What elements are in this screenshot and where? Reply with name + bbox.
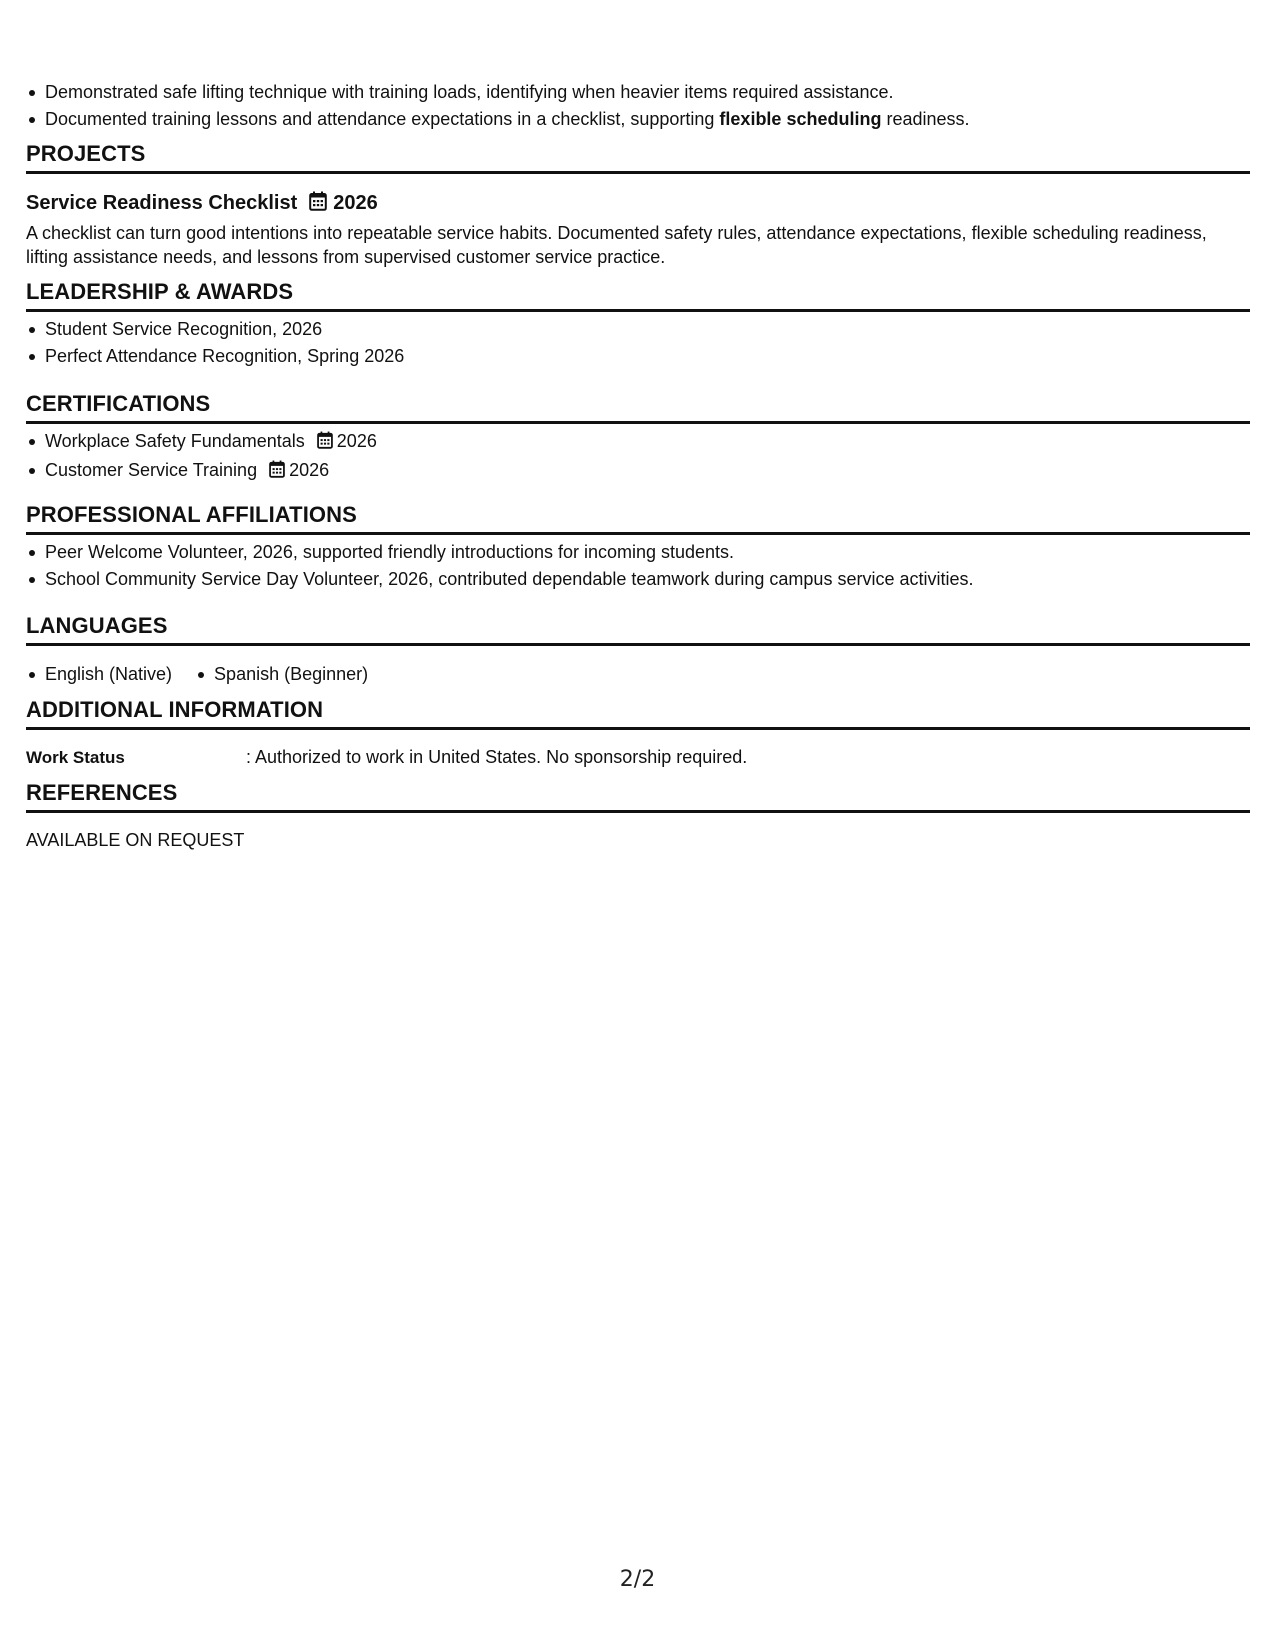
section-leadership: [26, 279, 1250, 312]
bullet-text: Demonstrated safe lifting technique with training loads, identifying when heavier items required assistance.: [45, 82, 894, 102]
section-certifications: [26, 391, 1250, 424]
section-divider: [26, 727, 1250, 730]
section-divider: [26, 421, 1250, 424]
section-divider: [26, 532, 1250, 535]
language-item: English (Native): [26, 661, 172, 688]
list-item: [26, 457, 377, 486]
section-title: PROFESSIONAL AFFILIATIONS: [26, 502, 357, 527]
bullet-text: Documented training lessons and attendance expectations in a checklist, supporting: [45, 109, 720, 129]
list-item: [26, 106, 970, 133]
calendar-icon: [309, 191, 327, 218]
leadership-list: [26, 316, 404, 370]
experience-bullet-list: [26, 79, 970, 133]
certifications-list: [26, 428, 377, 486]
list-item: School Community Service Day Volunteer, 2026, contributed dependable teamwork during campus service activities.: [26, 566, 974, 593]
section-title: LANGUAGES: [26, 613, 168, 638]
certification-name: Workplace Safety Fundamentals: [45, 431, 305, 451]
list-item: Perfect Attendance Recognition, Spring 2026: [26, 343, 404, 370]
work-status-label: Work Status: [26, 748, 125, 767]
section-divider: [26, 643, 1250, 646]
list-item: [26, 79, 970, 106]
bullet-text: readiness.: [881, 109, 970, 129]
languages-list: [26, 661, 391, 688]
affiliations-list: [26, 539, 974, 593]
calendar-icon: [269, 459, 285, 486]
section-projects: [26, 141, 1250, 174]
list-item: Student Service Recognition, 2026: [26, 316, 404, 343]
section-divider: [26, 171, 1250, 174]
page-number: 2/2: [619, 1567, 656, 1592]
section-affiliations: [26, 502, 1250, 535]
list-item: Peer Welcome Volunteer, 2026, supported friendly introductions for incoming students.: [26, 539, 974, 566]
section-divider: [26, 810, 1250, 813]
certification-name: Customer Service Training: [45, 460, 258, 480]
section-title: REFERENCES: [26, 780, 178, 805]
bold-keyword: flexible scheduling: [719, 109, 882, 129]
project-title: [26, 190, 378, 218]
certification-year: 2026: [336, 431, 377, 451]
section-title: PROJECTS: [26, 141, 146, 166]
section-title: ADDITIONAL INFORMATION: [26, 697, 324, 722]
references-text: AVAILABLE ON REQUEST: [26, 830, 245, 850]
project-description: A checklist can turn good intentions into repeatable service habits. Documented safety rules, attendance expectations, flexible scheduling readiness, lifting assistance needs, and lessons from supervised customer service practice.: [26, 223, 1207, 267]
list-item: [26, 428, 377, 457]
project-year: 2026: [333, 192, 378, 214]
section-title: CERTIFICATIONS: [26, 391, 211, 416]
section-additional: [26, 697, 1250, 730]
section-languages: [26, 613, 1250, 646]
section-title: LEADERSHIP & AWARDS: [26, 279, 294, 304]
language-item: Spanish (Beginner): [195, 661, 368, 688]
calendar-icon: [317, 430, 333, 457]
section-divider: [26, 309, 1250, 312]
certification-year: 2026: [289, 460, 330, 480]
section-references: [26, 780, 1250, 813]
work-status-value: : Authorized to work in United States. No sponsorship required.: [246, 747, 748, 767]
work-status-row: [26, 745, 747, 770]
project-name: Service Readiness Checklist: [26, 192, 298, 214]
